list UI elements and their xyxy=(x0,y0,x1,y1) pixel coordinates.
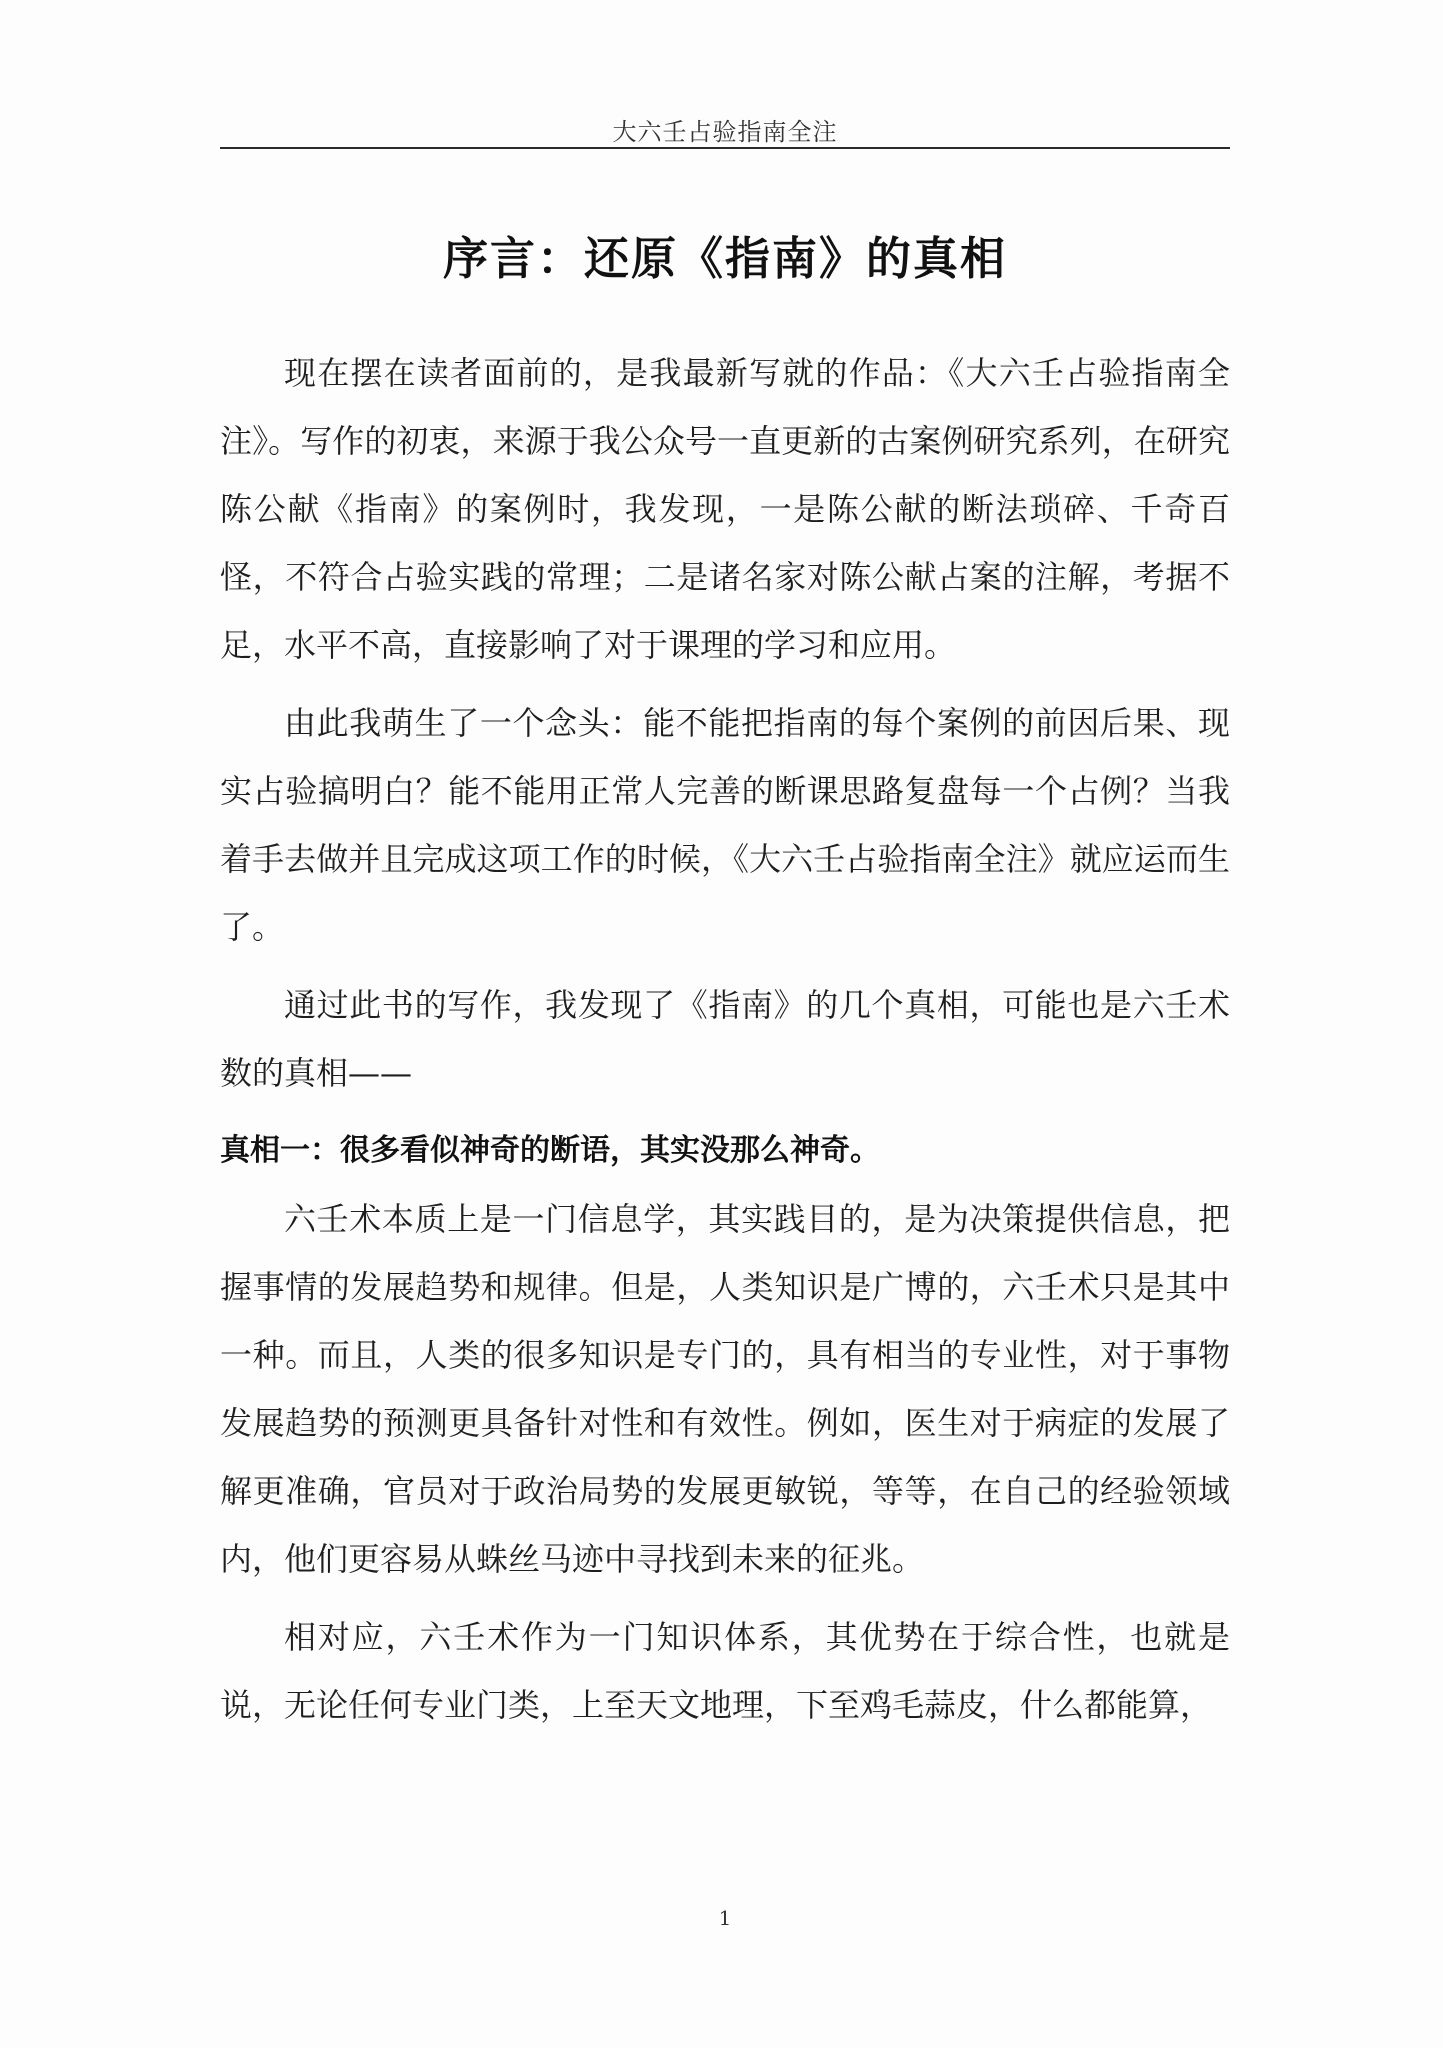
paragraph-information-science: 六壬术本质上是一门信息学，其实践目的，是为决策提供信息，把握事情的发展趋势和规律。但是，人类知识是广博的，六壬术只是其中一种。而且，人类的很多知识是专门的，具有相当的专业性，对于事物发展趋势的预测更具备针对性和有效性。例如，医生对于病症的发展了解更准确，官员对于政治局势的发展更敏锐，等等，在自己的经验领域内，他们更容易从蛛丝马迹中寻找到未来的征兆。 xyxy=(220,1200,1230,1578)
paragraph-discovery: 通过此书的写作，我发现了《指南》的几个真相，可能也是六壬术数的真相—— xyxy=(220,986,1230,1092)
paragraph-comprehensive: 相对应，六壬术作为一门知识体系，其优势在于综合性，也就是说，无论任何专业门类，上至天文地理，下至鸡毛蒜皮，什么都能算， xyxy=(220,1618,1230,1724)
running-header: 大六壬占验指南全注 xyxy=(612,118,838,146)
paragraph-intro: 现在摆在读者面前的，是我最新写就的作品：《大六壬占验指南全注》。写作的初衷，来源于我公众号一直更新的古案例研究系列，在研究陈公献《指南》的案例时，我发现，一是陈公献的断法琐碎、千奇百怪，不符合占验实践的常理；二是诸名家对陈公献占案的注解，考据不足，水平不高，直接影响了对于课理的学习和应用。 xyxy=(220,354,1230,664)
header-rule xyxy=(220,147,1230,149)
paragraph-motivation: 由此我萌生了一个念头：能不能把指南的每个案例的前因后果、现实占验搞明白？能不能用正常人完善的断课思路复盘每一个占例？当我着手去做并且完成这项工作的时候，《大六壬占验指南全注》就应运而生了。 xyxy=(220,704,1230,946)
section-heading: 真相一：很多看似神奇的断语，其实没那么神奇。 xyxy=(220,1133,880,1168)
chapter-title: 序言：还原《指南》的真相 xyxy=(442,232,1007,285)
body-text xyxy=(220,339,1230,1739)
page-number: 1 xyxy=(718,1906,732,1930)
